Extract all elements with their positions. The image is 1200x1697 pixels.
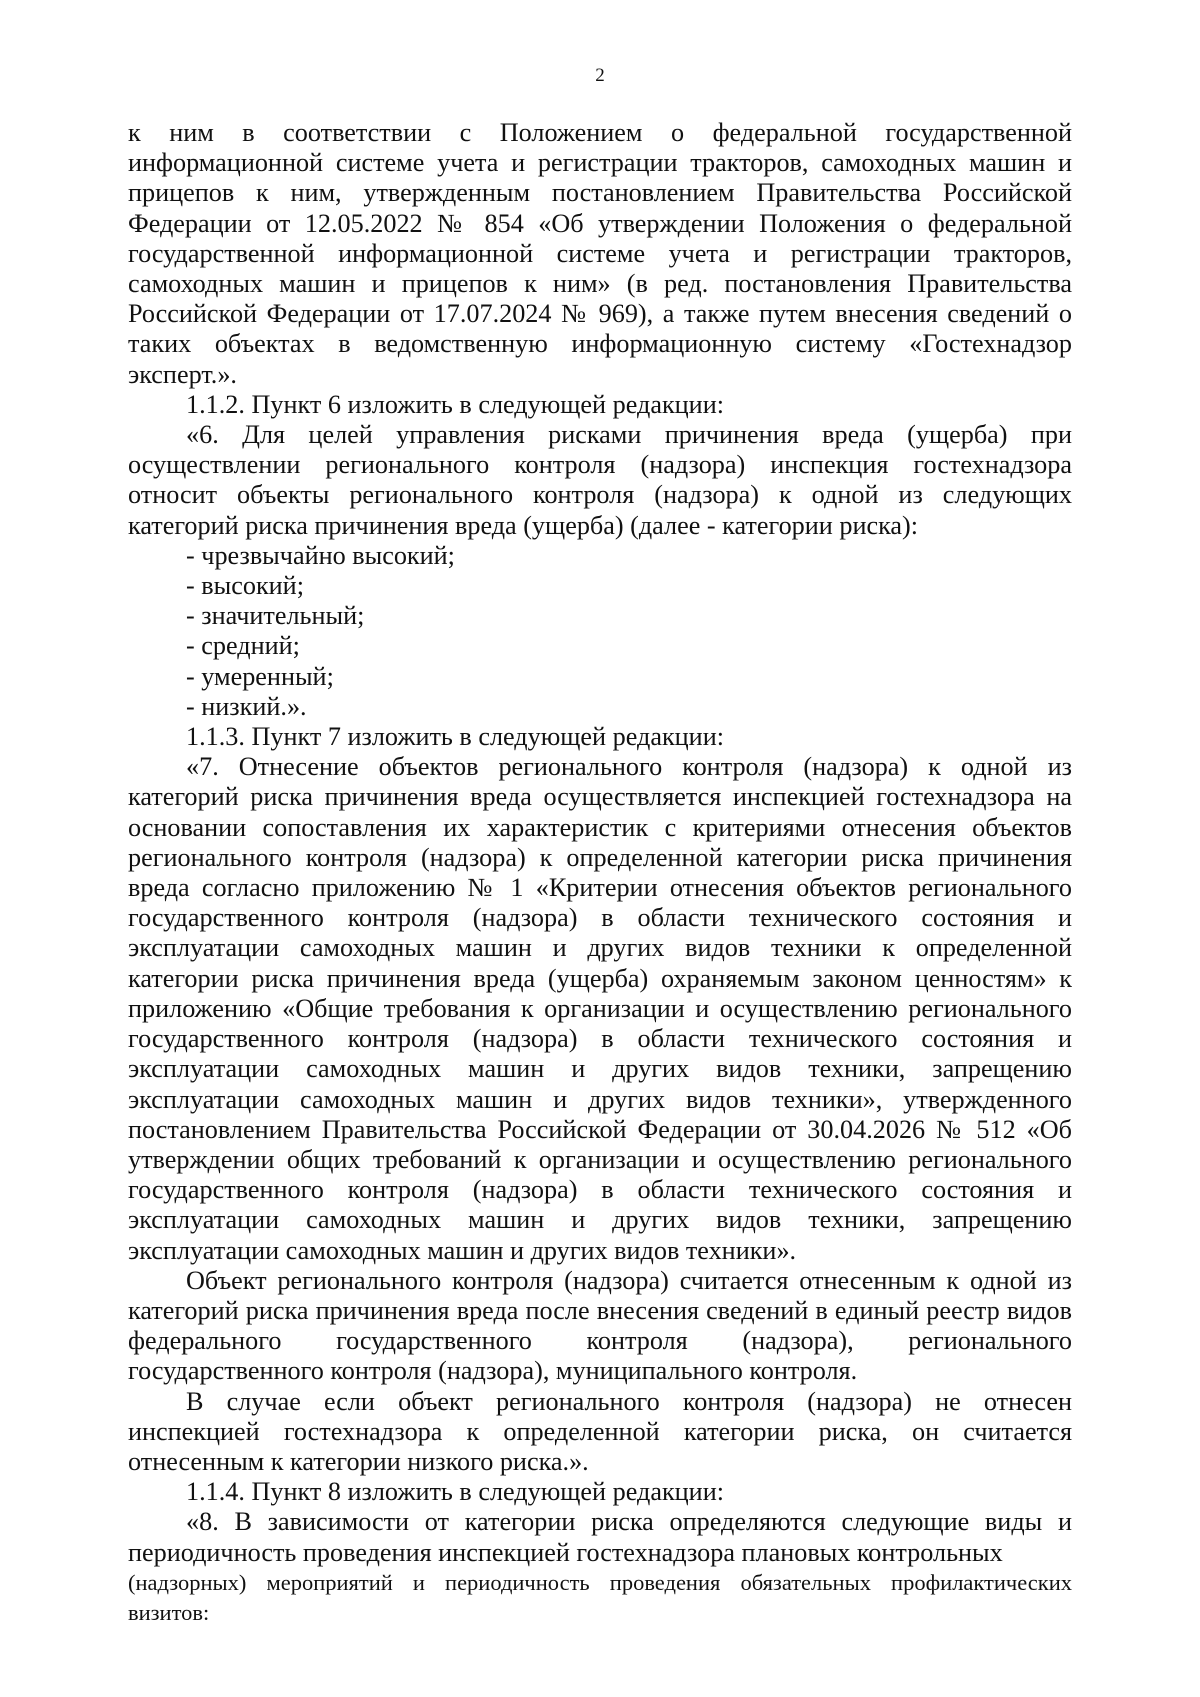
paragraph-item-1-1-2: 1.1.2. Пункт 6 изложить в следующей редакции: bbox=[186, 389, 724, 419]
risk-category-item: - высокий; bbox=[186, 571, 304, 601]
paragraph-low-risk-default: В случае если объект регионального контроля (надзора) не отнесен инспекцией гостехнадзора к определенной категории риска, он считается отнесенным к категории низкого риска.». bbox=[128, 1386, 1072, 1476]
paragraph-point-8-continuation: (надзорных) мероприятий и периодичность проведения обязательных профилактических визитов: bbox=[128, 1569, 1072, 1625]
risk-category-item: - средний; bbox=[186, 631, 300, 661]
risk-category-item: - умеренный; bbox=[186, 661, 334, 691]
paragraph-point-8: «8. В зависимости от категории риска определяются следующие виды и периодичность проведения инспекцией гостехнадзора плановых контрольных bbox=[128, 1507, 1072, 1567]
paragraph-registration-reference: к ним в соответствии с Положением о федеральной государственной информационной системе учета и регистрации тракторов, самоходных машин и прицепов к ним, утвержденным постановлением Правительства Российской Федерации от 12.05.2022 № 854 «Об утверждении Положения о федеральной государственной информационной системе учета и регистрации тракторов, самоходных машин и прицепов к ним» (в ред. постановления Правительства Российской Федерации от 17.07.2024 № 969), а также путем внесения сведений о таких объектах в ведомственную информационную систему «Гостехнадзор эксперт.». bbox=[128, 118, 1072, 389]
risk-category-item: - значительный; bbox=[186, 601, 365, 631]
page-number: 2 bbox=[595, 65, 605, 86]
risk-category-item: - низкий.». bbox=[186, 691, 307, 721]
paragraph-point-6: «6. Для целей управления рисками причинения вреда (ущерба) при осуществлении регионального контроля (надзора) инспекция гостехнадзора относит объекты регионального контроля (надзора) к одной из следующих категорий риска причинения вреда (ущерба) (далее - категории риска): bbox=[128, 420, 1072, 540]
paragraph-item-1-1-4: 1.1.4. Пункт 8 изложить в следующей редакции: bbox=[186, 1477, 724, 1507]
paragraph-point-7: «7. Отнесение объектов регионального контроля (надзора) к одной из категорий риска причинения вреда осуществляется инспекцией гостехнадзора на основании сопоставления их характеристик с критериями отнесения объектов регионального контроля (надзора) к определенной категории риска причинения вреда согласно приложению № 1 «Критерии отнесения объектов регионального государственного контроля (надзора) в области технического состояния и эксплуатации самоходных машин и других видов техники к определенной категории риска причинения вреда (ущерба) охраняемым законом ценностям» к приложению «Общие требования к организации и осуществлению регионального государственного контроля (надзора) в области технического состояния и эксплуатации самоходных машин и других видов техники, запрещению эксплуатации самоходных машин и других видов техники», утвержденного постановлением Правительства Российской Федерации от 30.04.2026 № 512 «Об утверждении общих требований к организации и осуществлению регионального государственного контроля (надзора) в области технического состояния и эксплуатации самоходных машин и других видов техники, запрещению эксплуатации самоходных машин и других видов техники». bbox=[128, 752, 1072, 1265]
paragraph-object-assignment: Объект регионального контроля (надзора) считается отнесенным к одной из категорий риска причинения вреда после внесения сведений в единый реестр видов федерального государственного контроля (надзора), регионального государственного контроля (надзора), муниципального контроля. bbox=[128, 1265, 1072, 1386]
risk-category-item: - чрезвычайно высокий; bbox=[186, 540, 455, 570]
document-body bbox=[128, 118, 1072, 1628]
paragraph-item-1-1-3: 1.1.3. Пункт 7 изложить в следующей редакции: bbox=[186, 722, 724, 752]
